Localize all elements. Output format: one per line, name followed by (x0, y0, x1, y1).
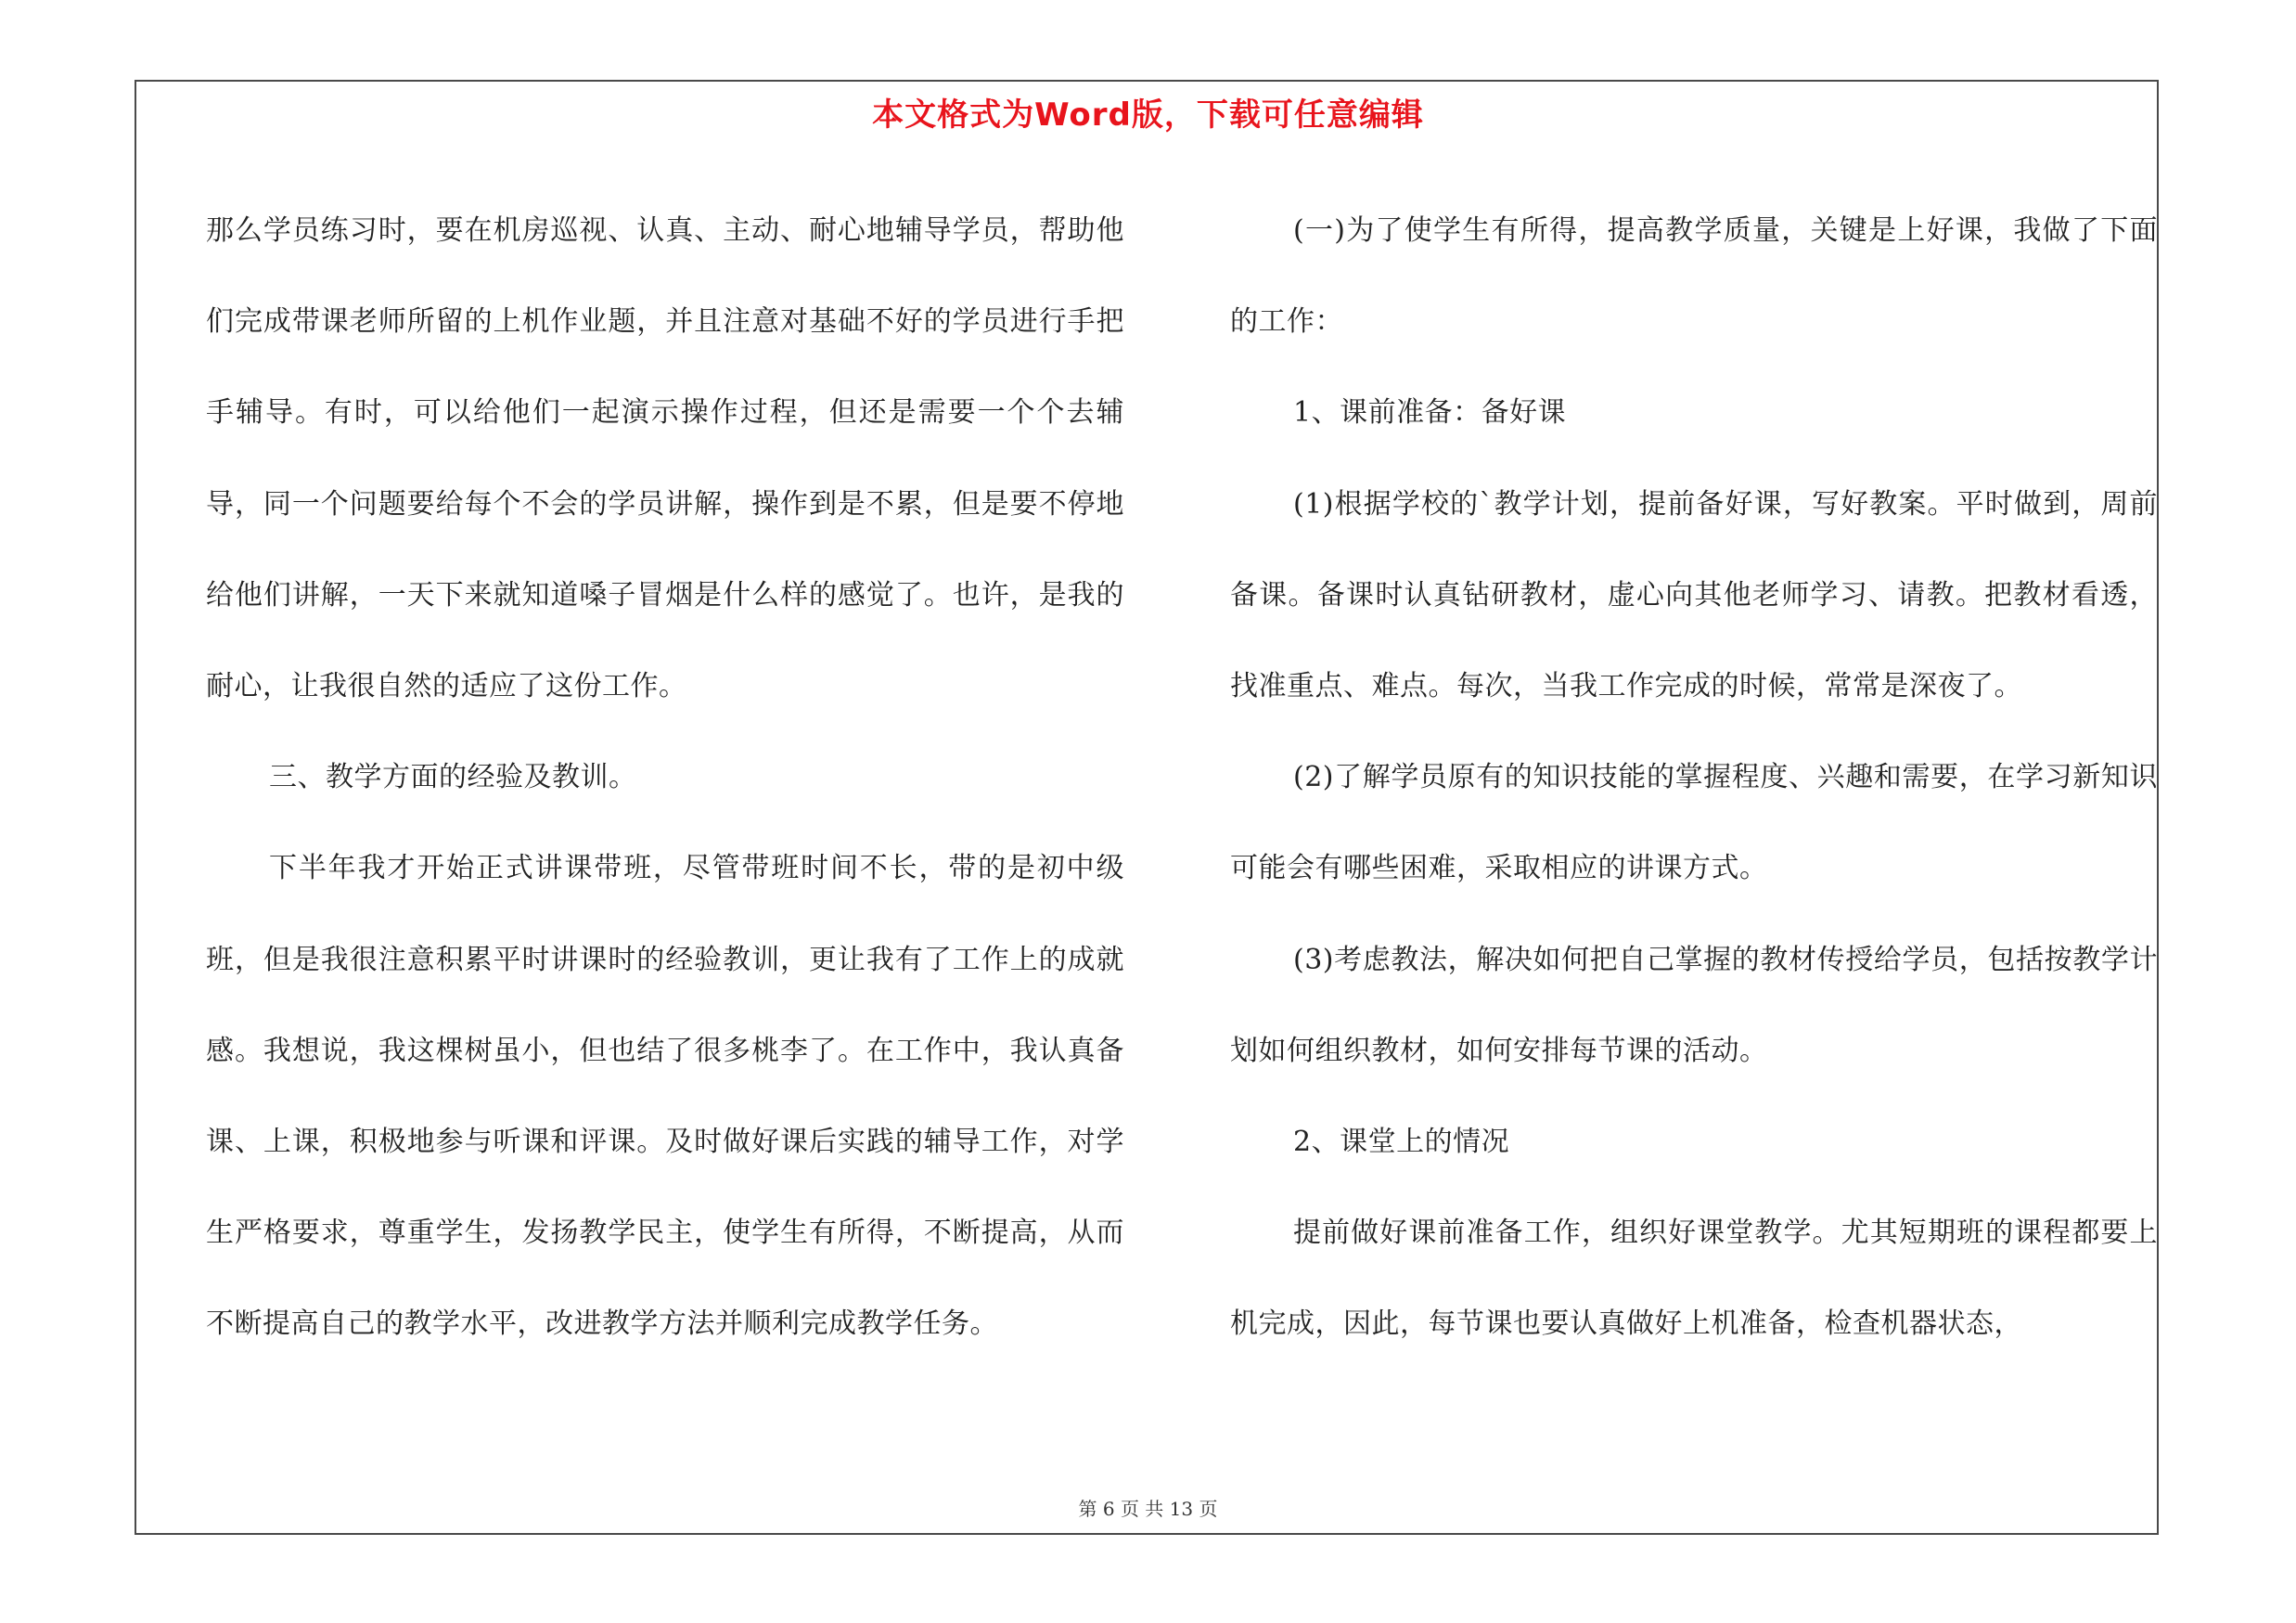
right-paragraph-5: (3)考虑教法，解决如何把自己掌握的教材传授给学员，包括按教学计划如何组织教材，如何安排每节课的活动。 (1230, 943, 2158, 1067)
left-paragraph-1: 那么学员练习时，要在机房巡视、认真、主动、耐心地辅导学员，帮助他们完成带课老师所留的上机作业题，并且注意对基础不好的学员进行手把手辅导。有时，可以给他们一起演示操作过程，但还是需要一个个去辅导，同一个问题要给每个不会的学员讲解，操作到是不累，但是要不停地给他们讲解，一天下来就知道嗓子冒烟是什么样的感觉了。也许，是我的耐心，让我很自然的适应了这份工作。 (206, 214, 1124, 703)
page-number-footer: 第 6 页 共 13 页 (1078, 1498, 1218, 1520)
right-paragraph-2: 1、课前准备：备好课 (1293, 396, 1567, 430)
left-paragraph-2: 三、教学方面的经验及教训。 (269, 761, 637, 794)
right-paragraph-1: (一)为了使学生有所得，提高教学质量，关键是上好课，我做了下面的工作： (1230, 214, 2158, 339)
right-paragraph-6: 2、课堂上的情况 (1293, 1126, 1510, 1159)
right-paragraph-3: (1)根据学校的`教学计划，提前备好课，写好教案。平时做到，周前备课。备课时认真钻研教材，虚心向其他老师学习、请教。把教材看透，找准重点、难点。每次，当我工作完成的时候，常常是深夜了。 (1230, 487, 2158, 703)
right-column (1230, 186, 2158, 1371)
right-paragraph-7: 提前做好课前准备工作，组织好课堂教学。尤其短期班的课程都要上机完成，因此，每节课也要认真做好上机准备，检查机器状态， (1230, 1217, 2158, 1341)
format-banner: 本文格式为Word版，下载可任意编辑 (872, 97, 1424, 134)
left-paragraph-3: 下半年我才开始正式讲课带班，尽管带班时间不长，带的是初中级班，但是我很注意积累平时讲课时的经验教训，更让我有了工作上的成就感。我想说，我这棵树虽小，但也结了很多桃李了。在工作中，我认真备课、上课，积极地参与听课和评课。及时做好课后实践的辅导工作，对学生严格要求，尊重学生，发扬教学民主，使学生有所得，不断提高，从而不断提高自己的教学水平，改进教学方法并顺利完成教学任务。 (206, 852, 1124, 1341)
right-paragraph-4: (2)了解学员原有的知识技能的掌握程度、兴趣和需要，在学习新知识可能会有哪些困难，采取相应的讲课方式。 (1230, 761, 2158, 885)
left-column (206, 186, 1124, 1371)
